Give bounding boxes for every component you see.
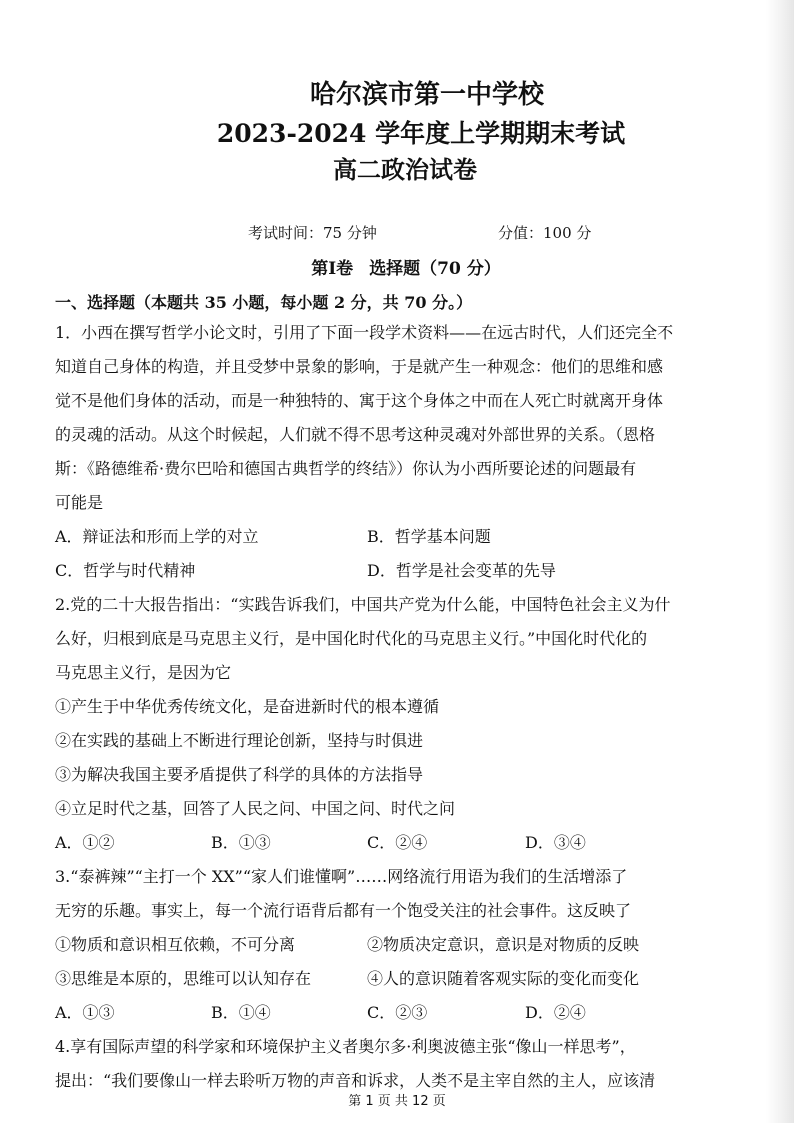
question-3 bbox=[55, 860, 731, 1030]
question-2-option-d: D．③④ bbox=[525, 833, 586, 852]
part-name: 选择题（70 分） bbox=[369, 259, 501, 279]
question-2-option-b: B．①③ bbox=[211, 833, 271, 852]
question-3-line-1: 3.“泰裤辣”“主打一个 XX”“家人们谁懂啊”……网络流行用语为我们的生活增添了 bbox=[55, 867, 628, 886]
question-1-line-5: 斯：《路德维希·费尔巴哈和德国古典哲学的终结》）你认为小西所要论述的问题最有 bbox=[55, 459, 637, 478]
question-4 bbox=[55, 1030, 731, 1098]
question-4-line-2: 提出：“我们要像山一样去聆听万物的声音和诉求，人类不是主宰自然的主人，应该清 bbox=[55, 1071, 656, 1090]
question-1-options-row-1 bbox=[55, 520, 731, 554]
question-1-line-1: 1．小西在撰写哲学小论文时，引用了下面一段学术资料——在远古时代，人们还完全不 bbox=[55, 323, 674, 342]
question-3-option-b: B．①④ bbox=[211, 1003, 271, 1022]
question-3-option-c: C．②③ bbox=[367, 1003, 428, 1022]
question-2-statement-3: ③为解决我国主要矛盾提供了科学的具体的方法指导 bbox=[55, 765, 424, 784]
question-3-statements-row-2 bbox=[55, 962, 731, 996]
section-title: 一、选择题（本题共 35 小题，每小题 2 分，共 70 分。） bbox=[55, 293, 473, 312]
question-2 bbox=[55, 588, 731, 860]
part-title bbox=[0, 254, 794, 279]
question-3-statement-1: ①物质和意识相互依赖，不可分离 bbox=[55, 935, 296, 954]
question-3-statements-row-1 bbox=[55, 928, 731, 962]
question-3-line-2: 无穷的乐趣。事实上，每一个流行语背后都有一个饱受关注的社会事件。这反映了 bbox=[55, 901, 632, 920]
question-2-statement-1: ①产生于中华优秀传统文化，是奋进新时代的根本遵循 bbox=[55, 697, 440, 716]
school-name: 哈尔滨市第一中学校 bbox=[309, 80, 544, 110]
question-1-line-3: 觉不是他们身体的活动，而是一种独特的、寓于这个身体之中而在人死亡时就离开身体 bbox=[55, 391, 664, 410]
questions-body bbox=[55, 316, 731, 1098]
question-2-line-2: 么好，归根到底是马克思主义行，是中国化时代化的马克思主义行。”中国化时代化的 bbox=[55, 629, 648, 648]
question-2-line-1: 2.党的二十大报告指出：“实践告诉我们，中国共产党为什么能，中国特色社会主义为什 bbox=[55, 595, 671, 614]
exam-time: 考试时间：75 分钟 bbox=[248, 224, 377, 242]
exam-score: 分值：100 分 bbox=[498, 224, 592, 242]
question-3-option-d: D．②④ bbox=[525, 1003, 586, 1022]
question-2-options bbox=[55, 826, 731, 860]
question-3-option-a: A．①③ bbox=[55, 1003, 115, 1022]
question-2-statement-4: ④立足时代之基，回答了人民之问、中国之问、时代之问 bbox=[55, 799, 456, 818]
question-1-option-a: A．辩证法和形而上学的对立 bbox=[55, 527, 259, 546]
paper-subtitle: 高二政治试卷 bbox=[333, 155, 477, 184]
question-1-option-b: B．哲学基本问题 bbox=[367, 527, 491, 546]
page-number: 第 1 页 共 12 页 bbox=[348, 1094, 446, 1109]
question-1 bbox=[55, 316, 731, 588]
question-2-statement-2: ②在实践的基础上不断进行理论创新，坚持与时俱进 bbox=[55, 731, 424, 750]
question-1-line-4: 的灵魂的活动。从这个时候起，人们就不得不思考这种灵魂对外部世界的关系。（恩格 bbox=[55, 425, 656, 444]
question-1-line-6: 可能是 bbox=[55, 493, 104, 512]
question-2-line-3: 马克思主义行，是因为它 bbox=[55, 663, 232, 682]
question-2-option-c: C．②④ bbox=[367, 833, 428, 852]
question-1-option-d: D．哲学是社会变革的先导 bbox=[367, 561, 556, 580]
exam-title: 2023-2024 学年度上学期期末考试 bbox=[216, 119, 626, 148]
question-3-options bbox=[55, 996, 731, 1030]
question-1-option-c: C．哲学与时代精神 bbox=[55, 561, 196, 580]
question-1-options-row-2 bbox=[55, 554, 731, 588]
question-3-statement-3: ③思维是本原的，思维可以认知存在 bbox=[55, 969, 312, 988]
part-label: 第Ⅰ卷 bbox=[311, 259, 354, 279]
question-2-option-a: A．①② bbox=[55, 833, 115, 852]
question-3-statement-4: ④人的意识随着客观实际的变化而变化 bbox=[367, 969, 640, 988]
question-3-statement-2: ②物质决定意识，意识是对物质的反映 bbox=[367, 935, 640, 954]
question-1-line-2: 知道自己身体的构造，并且受梦中景象的影响，于是就产生一种观念：他们的思维和感 bbox=[55, 357, 664, 376]
question-4-line-1: 4.享有国际声望的科学家和环境保护主义者奥尔多·利奥波德主张“像山一样思考”， bbox=[55, 1037, 636, 1056]
